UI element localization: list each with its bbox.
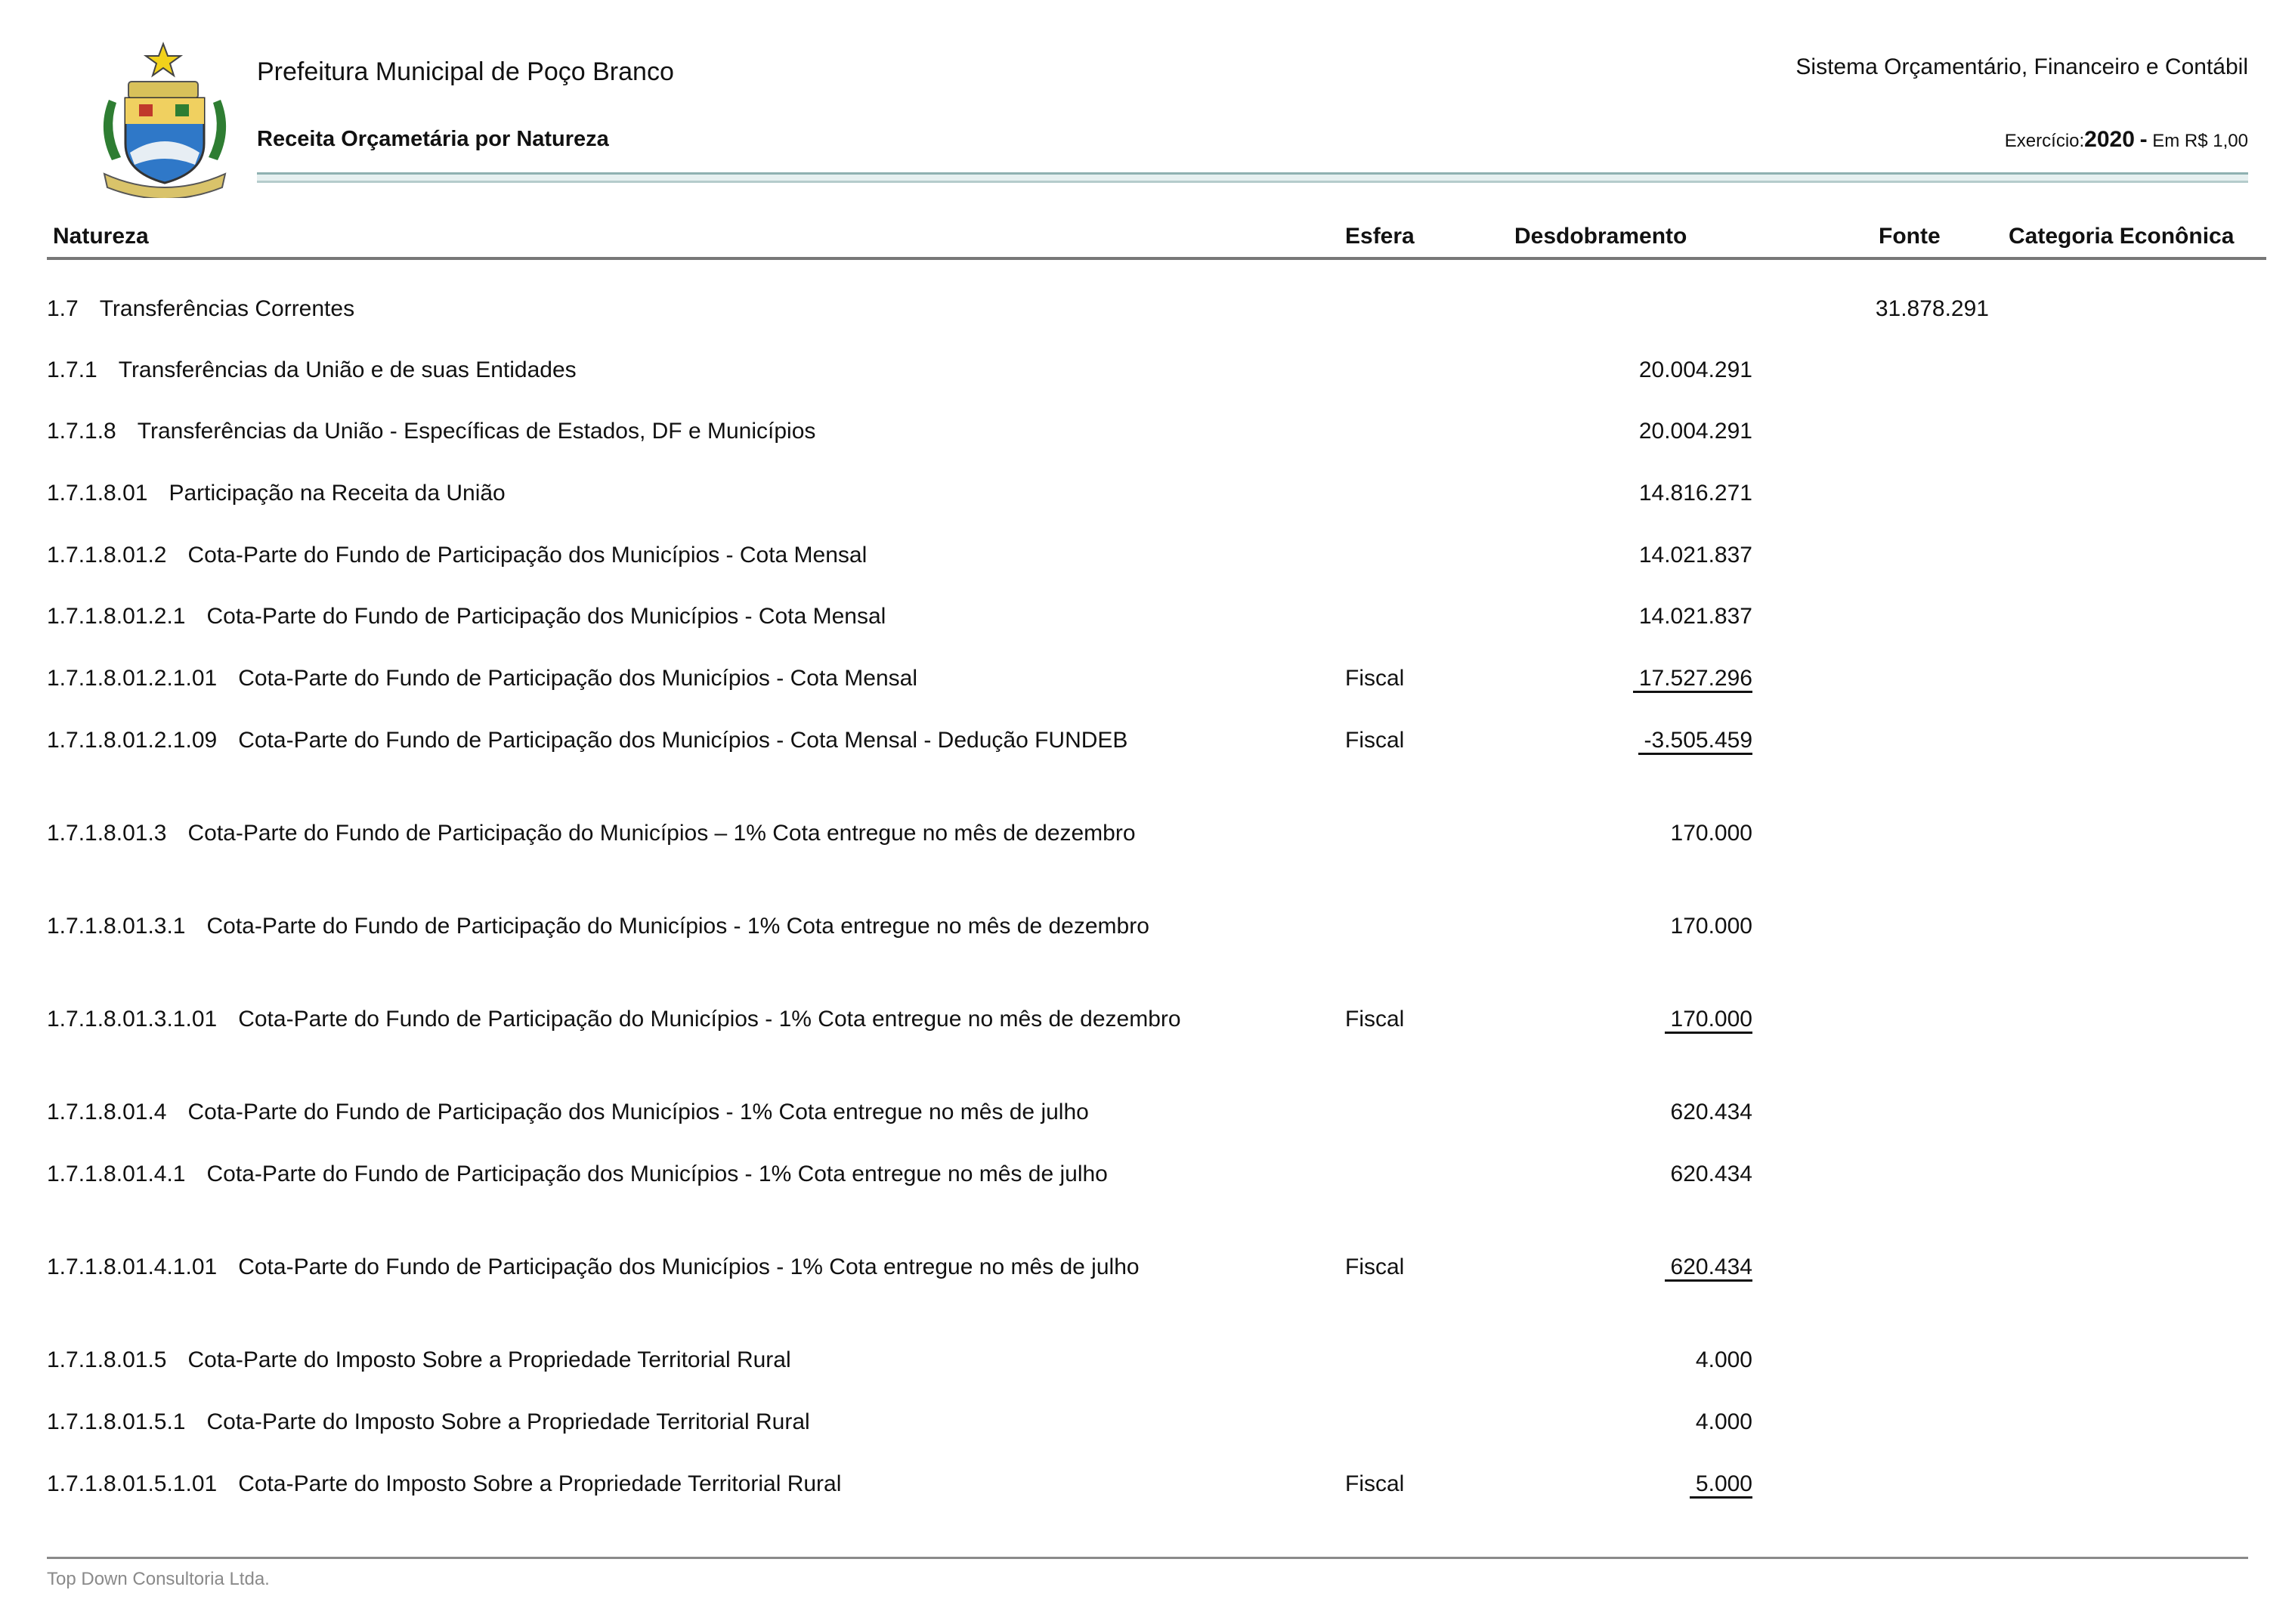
desdobramento-cell: 620.434 — [1670, 1162, 1752, 1186]
row-description: Participação na Receita da União — [169, 481, 506, 506]
natureza-cell — [47, 601, 1226, 632]
column-header-categoria: Categoria Econônica — [2009, 224, 2235, 249]
natureza-cell — [47, 1251, 1226, 1282]
municipal-crest-icon — [82, 39, 248, 198]
footer-text: Top Down Consultoria Ltda. — [47, 1569, 270, 1589]
page-title: Prefeitura Municipal de Poço Branco — [257, 57, 674, 86]
row-code: 1.7.1.8.01.5.1.01 — [47, 1471, 218, 1496]
natureza-cell — [47, 1097, 1226, 1128]
row-code: 1.7 — [47, 296, 79, 321]
desdobramento-cell: 14.021.837 — [1638, 604, 1752, 629]
desdobramento-cell: 170.000 — [1422, 1004, 1752, 1035]
esfera-cell: Fiscal — [1345, 666, 1405, 691]
desdobramento-cell: 170.000 — [1670, 914, 1752, 939]
desdobramento-cell: 20.004.291 — [1638, 419, 1752, 444]
esfera-cell: Fiscal — [1345, 728, 1405, 753]
column-header-natureza: Natureza — [53, 224, 149, 249]
natureza-cell — [47, 354, 1226, 385]
row-description: Cota-Parte do Imposto Sobre a Propriedade Territorial Rural — [187, 1347, 791, 1372]
exercise-label: Exercício: — [2004, 131, 2085, 151]
row-code: 1.7.1.8.01.5.1 — [47, 1409, 186, 1434]
table-header-divider — [47, 257, 2266, 260]
row-description: Cota-Parte do Fundo de Participação dos Municípios - Cota Mensal — [187, 543, 868, 568]
row-description: Cota-Parte do Fundo de Participação dos Municípios - 1% Cota entregue no mês de julho — [187, 1100, 1089, 1124]
natureza-cell — [47, 1158, 1226, 1189]
exercise-dash: - — [2139, 127, 2148, 152]
header-divider — [257, 172, 2248, 183]
system-name: Sistema Orçamentário, Financeiro e Contábil — [1795, 54, 2248, 79]
row-code: 1.7.1.8 — [47, 419, 116, 444]
row-code: 1.7.1 — [47, 357, 97, 382]
row-description: Cota-Parte do Fundo de Participação do Municípios - 1% Cota entregue no mês de dezembro — [206, 914, 1149, 939]
footer-divider — [47, 1557, 2248, 1559]
natureza-cell — [47, 1406, 1226, 1437]
row-description: Cota-Parte do Fundo de Participação dos Municípios - 1% Cota entregue no mês de julho — [238, 1254, 1140, 1279]
column-header-fonte: Fonte — [1879, 224, 1941, 249]
desdobramento-cell: 620.434 — [1422, 1251, 1752, 1282]
desdobramento-cell: -3.505.459 — [1422, 725, 1752, 756]
row-description: Cota-Parte do Fundo de Participação dos Municípios - Cota Mensal — [206, 604, 886, 629]
natureza-cell — [47, 1344, 1226, 1375]
natureza-cell — [47, 1468, 1226, 1499]
row-description: Cota-Parte do Imposto Sobre a Propriedade Territorial Rural — [238, 1471, 842, 1496]
row-code: 1.7.1.8.01 — [47, 481, 148, 506]
desdobramento-cell: 4.000 — [1695, 1347, 1752, 1372]
row-code: 1.7.1.8.01.4 — [47, 1100, 167, 1124]
esfera-cell: Fiscal — [1345, 1254, 1405, 1279]
row-description: Cota-Parte do Fundo de Participação do Municípios - 1% Cota entregue no mês de dezembro — [238, 1007, 1181, 1032]
row-description: Cota-Parte do Imposto Sobre a Propriedade Territorial Rural — [206, 1409, 810, 1434]
row-code: 1.7.1.8.01.2.1.09 — [47, 728, 218, 753]
exercise-year: 2020 — [2084, 127, 2135, 152]
natureza-cell — [47, 416, 1226, 447]
row-description: Transferências da União e de suas Entidades — [118, 357, 577, 382]
row-code: 1.7.1.8.01.3.1 — [47, 914, 186, 939]
esfera-cell: Fiscal — [1345, 1007, 1405, 1032]
row-code: 1.7.1.8.01.4.1.01 — [47, 1254, 218, 1279]
desdobramento-cell: 17.527.296 — [1422, 663, 1752, 694]
column-header-esfera: Esfera — [1345, 224, 1415, 249]
desdobramento-cell: 5.000 — [1422, 1468, 1752, 1499]
row-code: 1.7.1.8.01.5 — [47, 1347, 167, 1372]
natureza-cell — [47, 293, 1226, 324]
row-code: 1.7.1.8.01.2 — [47, 543, 167, 568]
row-code: 1.7.1.8.01.3 — [47, 821, 167, 846]
row-code: 1.7.1.8.01.2.1.01 — [47, 666, 218, 691]
row-code: 1.7.1.8.01.2.1 — [47, 604, 186, 629]
natureza-cell — [47, 911, 1226, 942]
natureza-cell — [47, 663, 1226, 694]
row-description: Transferências da União - Específicas de Estados, DF e Municípios — [137, 419, 816, 444]
row-description: Cota-Parte do Fundo de Participação dos Municípios - Cota Mensal - Dedução FUNDEB — [238, 728, 1128, 753]
report-subtitle: Receita Orçametária por Natureza — [257, 127, 609, 151]
desdobramento-cell: 14.021.837 — [1638, 543, 1752, 568]
row-description: Cota-Parte do Fundo de Participação dos Municípios - Cota Mensal — [238, 666, 918, 691]
esfera-cell: Fiscal — [1345, 1471, 1405, 1496]
desdobramento-cell: 170.000 — [1670, 821, 1752, 846]
currency-unit: Em R$ 1,00 — [2152, 131, 2248, 151]
natureza-cell — [47, 540, 1226, 571]
natureza-cell — [47, 478, 1226, 509]
desdobramento-cell: 620.434 — [1670, 1100, 1752, 1124]
row-code: 1.7.1.8.01.3.1.01 — [47, 1007, 218, 1032]
row-description: Cota-Parte do Fundo de Participação dos Municípios - 1% Cota entregue no mês de julho — [206, 1162, 1108, 1186]
row-description: Cota-Parte do Fundo de Participação do Municípios – 1% Cota entregue no mês de dezembro — [187, 821, 1136, 846]
desdobramento-cell: 14.816.271 — [1638, 481, 1752, 506]
desdobramento-cell: 20.004.291 — [1638, 357, 1752, 382]
column-header-desdobramento: Desdobramento — [1514, 224, 1687, 249]
desdobramento-cell: 4.000 — [1695, 1409, 1752, 1434]
fonte-cell: 31.878.291 — [1875, 296, 1989, 321]
natureza-cell — [47, 1004, 1226, 1035]
row-description: Transferências Correntes — [99, 296, 355, 321]
natureza-cell — [47, 725, 1226, 756]
natureza-cell — [47, 818, 1226, 849]
exercise-info — [2005, 127, 2248, 153]
row-code: 1.7.1.8.01.4.1 — [47, 1162, 186, 1186]
